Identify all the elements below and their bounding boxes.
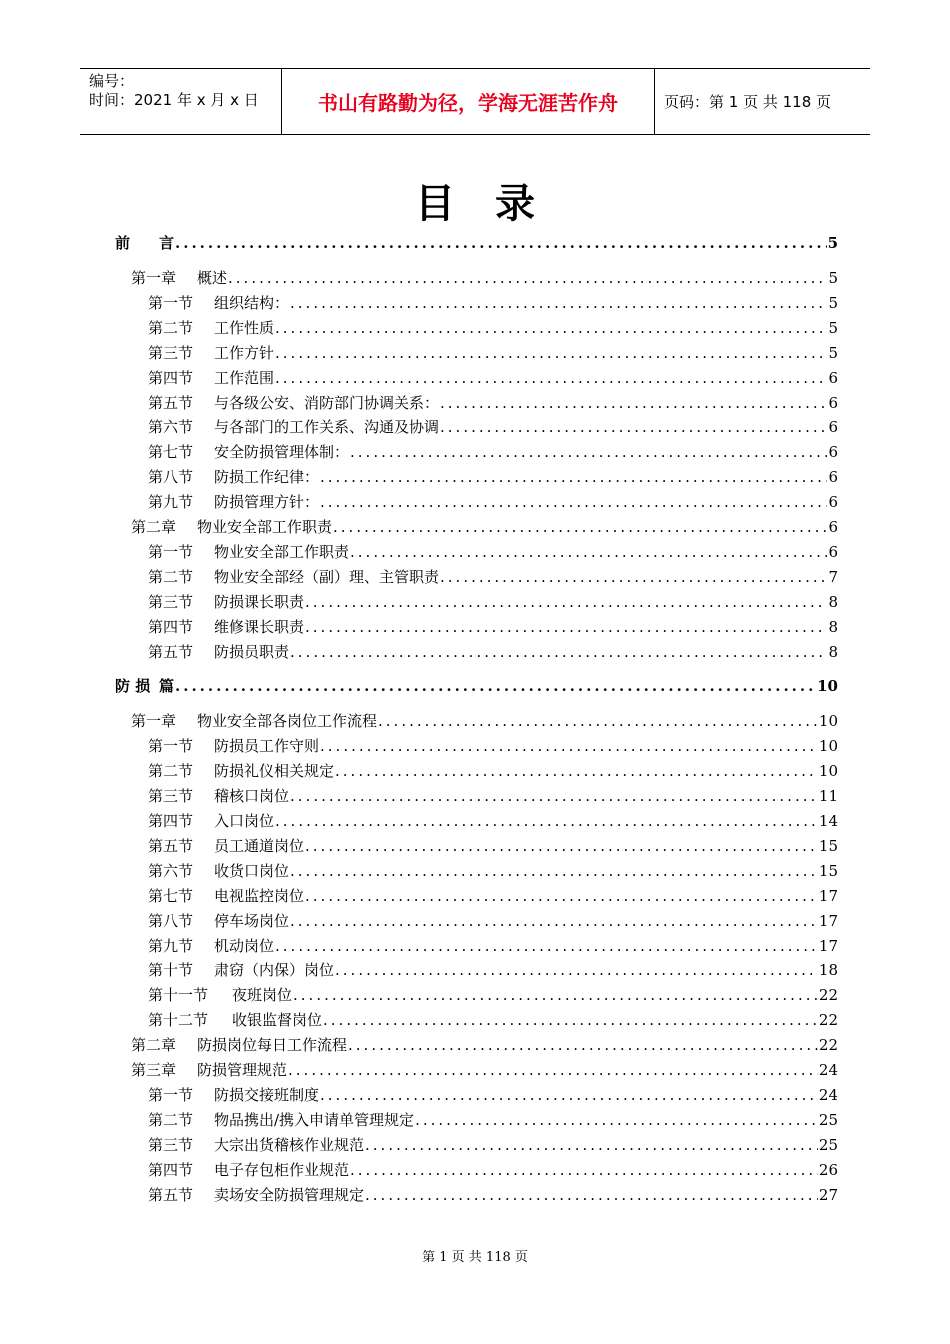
- toc-entry-page: 24: [818, 1061, 838, 1079]
- toc-leader-dots: [320, 734, 818, 758]
- toc-entry-text: 维修课长职责: [214, 617, 305, 636]
- toc-entry-label: [148, 291, 289, 315]
- toc-entry-number: 第六节: [148, 418, 194, 437]
- toc-entry-page: 7: [828, 567, 838, 586]
- toc-entry-number: 第九节: [148, 936, 194, 955]
- toc-entry[interactable]: [131, 1033, 838, 1057]
- toc-entry-page: 5: [828, 269, 838, 287]
- toc-entry[interactable]: [148, 366, 838, 390]
- toc-entry-page: 8: [828, 617, 838, 636]
- toc-entry[interactable]: [131, 1058, 838, 1082]
- toc-entry-page: 25: [818, 1135, 838, 1154]
- toc-entry-page: 10: [817, 677, 838, 696]
- toc-entry-page: 15: [818, 861, 838, 880]
- header-meta-cell: [80, 69, 282, 134]
- toc-entry-label: [148, 415, 439, 439]
- toc-entry-number: 第八节: [148, 911, 194, 930]
- toc-entry-number: 第四节: [148, 617, 194, 636]
- toc-entry-page: 6: [828, 393, 838, 412]
- toc-entry[interactable]: [115, 674, 838, 698]
- toc-entry-text: 员工通道岗位: [214, 836, 305, 855]
- toc-leader-dots: [323, 1008, 818, 1032]
- toc-leader-dots: [440, 391, 827, 415]
- toc-entry-number: 第五节: [148, 642, 194, 661]
- toc-entry-page: 8: [828, 592, 838, 611]
- toc-entry[interactable]: [148, 341, 838, 365]
- toc-entry-page: 22: [818, 986, 838, 1005]
- toc-entry-page: 24: [818, 1085, 838, 1104]
- toc-entry-text: 防损工作纪律：: [214, 468, 320, 487]
- toc-entry-number: 第三节: [148, 343, 194, 362]
- toc-leader-dots: [305, 834, 818, 858]
- toc-entry[interactable]: [131, 709, 838, 733]
- page-footer: 第 1 页 共 118 页: [422, 1250, 528, 1265]
- toc-entry[interactable]: [148, 565, 838, 589]
- toc-entry-text: 工作性质: [214, 318, 275, 337]
- toc-leader-dots: [275, 809, 818, 833]
- toc-leader-dots: [335, 958, 818, 982]
- toc-entry-page: 6: [828, 368, 838, 387]
- toc-entry-label: [148, 1083, 319, 1107]
- toc-leader-dots: [305, 590, 827, 614]
- toc-entry-text: 防损员工作守则: [214, 737, 320, 756]
- toc-leader-dots: [305, 884, 818, 908]
- toc-leader-dots: [293, 983, 818, 1007]
- toc-entry[interactable]: [148, 465, 838, 489]
- toc-entry[interactable]: [148, 1108, 838, 1132]
- toc-entry-number: 第一节: [148, 293, 194, 312]
- toc-entry-label: [148, 834, 304, 858]
- toc-entry-text: 物业安全部工作职责: [214, 542, 350, 561]
- toc-entry-label: [131, 709, 377, 733]
- toc-entry-text: 停车场岗位: [214, 911, 290, 930]
- toc-entry-number: 第六节: [148, 861, 194, 880]
- motto-text: 书山有路勤为径，学海无涯苦作舟: [318, 91, 618, 115]
- toc-entry-page: 17: [818, 911, 838, 930]
- toc-leader-dots: [350, 1158, 818, 1182]
- toc-entry-text: 防损课长职责: [214, 592, 305, 611]
- toc-entry-text: 防损管理规范: [197, 1061, 288, 1079]
- toc-entry[interactable]: [148, 291, 838, 315]
- toc-entry[interactable]: [148, 759, 838, 783]
- toc-entry-label: [148, 734, 319, 758]
- number-label: 编号：: [89, 72, 135, 90]
- page-info: 页码：第 1 页 共 118 页: [664, 93, 832, 111]
- toc-entry-number: 第七节: [148, 443, 194, 462]
- toc-entry-number: 第三节: [148, 1135, 194, 1154]
- toc-entry-page: 8: [828, 642, 838, 661]
- toc-leader-dots: [378, 709, 818, 733]
- toc-entry-number: 第一章: [131, 269, 177, 287]
- toc-entry-number: 第一节: [148, 1085, 194, 1104]
- toc-entry-text: 工作方针: [214, 343, 275, 362]
- toc-entry-text: 篇: [159, 677, 175, 696]
- toc-leader-dots: [320, 465, 827, 489]
- toc-entry-page: 14: [818, 812, 838, 830]
- toc-entry[interactable]: [148, 1133, 838, 1157]
- toc-entry[interactable]: [148, 1158, 838, 1182]
- toc-entry[interactable]: [148, 640, 838, 664]
- toc-leader-dots: [275, 366, 827, 390]
- toc-entry-label: [148, 934, 274, 958]
- toc-entry-page: 6: [828, 542, 838, 561]
- toc-entry-page: 6: [828, 443, 838, 462]
- toc-entry-label: [148, 366, 274, 390]
- toc-entry-label: [148, 884, 304, 908]
- toc-entry-text: 机动岗位: [214, 936, 275, 955]
- toc-entry-number: 第四节: [148, 812, 194, 830]
- toc-entry-page: 5: [828, 318, 838, 337]
- toc-entry-page: 27: [818, 1185, 838, 1204]
- toc-entry-number: 第二章: [131, 518, 177, 536]
- toc-entry-label: [131, 1033, 347, 1057]
- toc-entry-page: 26: [818, 1160, 838, 1179]
- toc-entry[interactable]: [115, 231, 838, 255]
- toc-entry[interactable]: [148, 983, 838, 1007]
- toc-entry-text: 与各级公安、消防部门协调关系：: [214, 393, 440, 412]
- toc-entry[interactable]: [148, 1008, 838, 1032]
- toc-entry-number: 第一章: [131, 712, 177, 731]
- toc-entry[interactable]: [148, 859, 838, 883]
- toc-entry-number: 第十二节: [148, 1011, 209, 1030]
- toc-entry-page: 10: [818, 712, 838, 731]
- toc-entry-page: 17: [818, 886, 838, 905]
- toc-entry-number: 第二节: [148, 1110, 194, 1129]
- toc-leader-dots: [290, 859, 818, 883]
- toc-entry[interactable]: [148, 734, 838, 758]
- toc-entry-number: 第三章: [131, 1061, 177, 1079]
- toc-entry-label: [115, 674, 174, 698]
- toc-entry-text: 与各部门的工作关系、沟通及协调: [214, 418, 440, 437]
- toc-entry-number: 第二节: [148, 762, 194, 781]
- toc-entry-text: 物业安全部工作职责: [197, 518, 333, 536]
- toc-entry-number: 第三节: [148, 592, 194, 611]
- toc-entry-text: 防损管理方针：: [214, 493, 320, 512]
- toc-entry-label: [148, 465, 319, 489]
- toc-entry-number: 第四节: [148, 1160, 194, 1179]
- toc-entry-number: 第五节: [148, 836, 194, 855]
- toc-entry[interactable]: [148, 934, 838, 958]
- toc-entry-page: 6: [828, 418, 838, 437]
- toc-entry-label: [148, 809, 274, 833]
- toc-entry-label: [148, 615, 304, 639]
- toc-entry-label: [148, 1183, 364, 1207]
- toc-leader-dots: [348, 1033, 818, 1057]
- toc-entry-label: [148, 909, 289, 933]
- toc-entry-page: 6: [828, 518, 838, 536]
- toc-entry-label: [148, 1008, 322, 1032]
- toc-leader-dots: [320, 490, 827, 514]
- toc-entry-label: [148, 1158, 349, 1182]
- toc-entry-page: 5: [828, 343, 838, 362]
- header-motto-cell: [282, 69, 655, 134]
- toc-entry-number: 第九节: [148, 493, 194, 512]
- toc-entry-label: [148, 640, 289, 664]
- toc-entry[interactable]: [148, 440, 838, 464]
- toc-entry-number: 第五节: [148, 393, 194, 412]
- toc-entry-number: 第二章: [131, 1036, 177, 1055]
- header-table: [80, 68, 870, 135]
- toc-leader-dots: [440, 415, 827, 439]
- toc-leader-dots: [290, 784, 818, 808]
- date-label: 时间：2021 年 x 月 x 日: [89, 91, 259, 109]
- toc-entry[interactable]: [148, 809, 838, 833]
- toc-entry-page: 22: [818, 1011, 838, 1030]
- toc-entry-text: 工作范围: [214, 368, 275, 387]
- toc-entry-text: 收货口岗位: [214, 861, 290, 880]
- toc-entry[interactable]: [148, 1183, 838, 1207]
- toc-entry-label: [148, 1108, 414, 1132]
- toc-leader-dots: [290, 909, 818, 933]
- toc-entry-page: 18: [818, 961, 838, 980]
- toc-entry[interactable]: [148, 540, 838, 564]
- toc-entry[interactable]: [148, 958, 838, 982]
- toc-entry-page: 10: [818, 762, 838, 781]
- toc-entry-number: 第三节: [148, 787, 194, 806]
- toc-entry-label: [148, 590, 304, 614]
- toc-entry-text: 大宗出货稽核作业规范: [214, 1135, 365, 1154]
- toc-leader-dots: [320, 1083, 818, 1107]
- toc-entry-label: [148, 440, 349, 464]
- toc-entry-number: 第七节: [148, 886, 194, 905]
- toc-entry[interactable]: [148, 590, 838, 614]
- toc-entry-label: [148, 341, 274, 365]
- toc-entry-number: 第五节: [148, 1185, 194, 1204]
- toc-entry[interactable]: [148, 784, 838, 808]
- toc-entry-number: 第一节: [148, 542, 194, 561]
- toc-entry-label: [148, 540, 349, 564]
- header-page-cell: [655, 69, 870, 134]
- toc-entry-number: 第十一节: [148, 986, 209, 1005]
- toc-leader-dots: [415, 1108, 818, 1132]
- toc-entry-text: 防损交接班制度: [214, 1085, 320, 1104]
- toc-entry-page: 17: [818, 936, 838, 955]
- toc-entry-text: 言: [159, 234, 175, 252]
- toc-entry-number: 前: [115, 234, 131, 252]
- toc-entry-page: 15: [818, 836, 838, 855]
- toc-entry-label: [131, 266, 227, 290]
- toc-entry-label: [148, 565, 439, 589]
- toc-leader-dots: [175, 674, 816, 698]
- toc-entry-label: [148, 958, 334, 982]
- toc-entry-text: 夜班岗位: [232, 986, 293, 1005]
- toc-entry-text: 概述: [197, 269, 228, 287]
- toc-entry-label: [148, 490, 319, 514]
- toc-entry-label: [131, 1058, 287, 1082]
- toc-entry-text: 肃窃（内保）岗位: [214, 961, 335, 980]
- toc-leader-dots: [335, 759, 818, 783]
- toc-entry-text: 稽核口岗位: [214, 787, 290, 806]
- toc-leader-dots: [288, 1058, 818, 1082]
- toc-entry-number: 防 损: [115, 677, 151, 696]
- toc-leader-dots: [290, 291, 827, 315]
- toc-entry-text: 防损员职责: [214, 642, 290, 661]
- toc-entry-label: [115, 231, 174, 255]
- toc-leader-dots: [350, 540, 827, 564]
- toc-entry-page: 5: [827, 234, 838, 252]
- toc-entry-page: 11: [818, 787, 838, 806]
- toc-entry-number: 第十节: [148, 961, 194, 980]
- toc-entry-label: [148, 391, 439, 415]
- toc-entry-text: 物业安全部各岗位工作流程: [197, 712, 378, 731]
- toc-entry-number: 第八节: [148, 468, 194, 487]
- toc-entry-text: 安全防损管理体制：: [214, 443, 350, 462]
- toc-leader-dots: [365, 1133, 818, 1157]
- toc-entry-page: 5: [828, 293, 838, 312]
- toc-entry[interactable]: [148, 415, 838, 439]
- toc-entry-text: 入口岗位: [214, 812, 275, 830]
- toc-entry[interactable]: [148, 615, 838, 639]
- toc-entry-text: 防损岗位每日工作流程: [197, 1036, 348, 1055]
- toc-entry-number: 第一节: [148, 737, 194, 756]
- toc-entry[interactable]: [148, 909, 838, 933]
- toc-entry-page: 25: [818, 1110, 838, 1129]
- toc-entry[interactable]: [148, 834, 838, 858]
- toc-leader-dots: [175, 231, 827, 255]
- toc-entry-label: [131, 515, 332, 539]
- toc-entry-page: 10: [818, 737, 838, 756]
- toc-leader-dots: [275, 316, 827, 340]
- toc-entry-text: 物品携出/携入申请单管理规定: [214, 1110, 415, 1129]
- toc-leader-dots: [228, 266, 827, 290]
- toc-entry-text: 组织结构：: [214, 293, 290, 312]
- toc-entry[interactable]: [131, 515, 838, 539]
- toc-entry-label: [148, 1133, 364, 1157]
- toc-leader-dots: [350, 440, 827, 464]
- toc-entry[interactable]: [131, 266, 838, 290]
- toc-leader-dots: [290, 640, 827, 664]
- toc-entry-label: [148, 759, 334, 783]
- toc-leader-dots: [275, 934, 818, 958]
- page-title: 目录: [415, 181, 575, 227]
- toc-entry-text: 电视监控岗位: [214, 886, 305, 905]
- toc-leader-dots: [333, 515, 827, 539]
- toc-entry-number: 第二节: [148, 567, 194, 586]
- toc-entry[interactable]: [148, 884, 838, 908]
- toc-entry[interactable]: [148, 1083, 838, 1107]
- toc-leader-dots: [365, 1183, 818, 1207]
- toc-entry-text: 物业安全部经（副）理、主管职责: [214, 567, 440, 586]
- toc-entry-label: [148, 316, 274, 340]
- toc-entry-text: 卖场安全防损管理规定: [214, 1185, 365, 1204]
- toc-leader-dots: [275, 341, 827, 365]
- toc-leader-dots: [440, 565, 827, 589]
- toc-entry-label: [148, 859, 289, 883]
- toc-entry[interactable]: [148, 391, 838, 415]
- toc-entry-number: 第四节: [148, 368, 194, 387]
- toc-entry-text: 防损礼仪相关规定: [214, 762, 335, 781]
- toc-leader-dots: [305, 615, 827, 639]
- toc-entry-page: 22: [818, 1036, 838, 1055]
- toc-entry-label: [148, 784, 289, 808]
- toc-entry-label: [148, 983, 292, 1007]
- toc-entry-page: 6: [828, 493, 838, 512]
- toc-entry-page: 6: [828, 468, 838, 487]
- toc-entry-text: 收银监督岗位: [232, 1011, 323, 1030]
- toc-entry[interactable]: [148, 316, 838, 340]
- toc-entry-number: 第二节: [148, 318, 194, 337]
- toc-entry-text: 电子存包柜作业规范: [214, 1160, 350, 1179]
- toc-entry[interactable]: [148, 490, 838, 514]
